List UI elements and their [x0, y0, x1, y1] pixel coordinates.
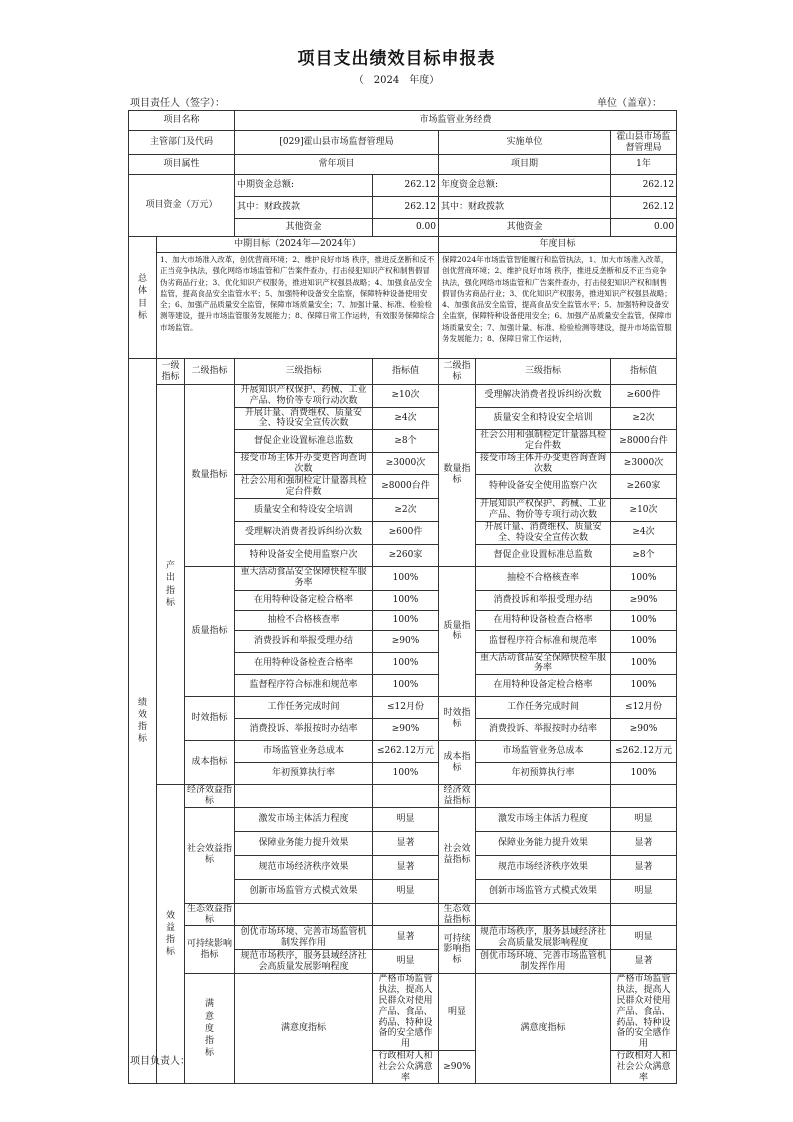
- mid-goal-text: 1、加大市场准入改革，创优营商环境；2、维护良好市场 秩序，推进反垄断和反不正当竞争执法，强化网络市场监管和广告案件查办，打击侵犯知识产权和制售假冒伪劣商品行业；3、优化知识产权服务，推进知识产权强县战略；4、加强食品安全监管，提高食品安全监管水平；5、加强特种设备安全监察，保障特种设备使用安全；6、加强产品质量安全监管，保障市场质量安全；7、加强计量、标准、检验检测等建设，提升市场监管服务发展能力；8、保障日常工作运转，有效服务保障综合市场监管。: [157, 253, 439, 359]
- value-quantity-right: ≥3000次: [611, 452, 677, 475]
- l3-empty-right: [476, 903, 611, 926]
- overall-goal-label: 总体目标: [129, 237, 157, 359]
- value-empty-right: [611, 785, 677, 808]
- indicator-row: [129, 697, 677, 719]
- form-title: 项目支出绩效目标申报表: [297, 49, 496, 69]
- l2-satisfaction-left: 满意度指标: [235, 974, 373, 1084]
- value-empty-left: [373, 785, 439, 808]
- l3-quality-left: 在用特种设备定检合格率: [235, 590, 373, 610]
- l2-quality-left: 质量指标: [185, 566, 235, 697]
- value-quality-right: 100%: [611, 675, 677, 697]
- l2-cost-right: 成本指标: [439, 741, 476, 785]
- l3-satisfaction-right: 行政相对人和社会公众满意率: [611, 1050, 677, 1083]
- value-cost-right: 100%: [611, 763, 677, 785]
- mid-other-value: 0.00: [373, 219, 439, 237]
- l3-quantity-right: 受理解决消费者投诉纠纷次数: [476, 385, 611, 408]
- value-quantity-left: ≥8个: [373, 430, 439, 453]
- mid-total-label: 中期资金总额:: [235, 175, 373, 197]
- l1-satisfaction-label: 满意度指标: [185, 974, 235, 1084]
- value-satisfaction-left: 明显: [439, 974, 476, 1051]
- project-name-label: 项目名称: [129, 111, 235, 131]
- l3-quality-left: 在用特种设备检查合格率: [235, 652, 373, 675]
- unit-seal-label: 单位（盖章）：: [597, 98, 662, 109]
- value-quality-right: 100%: [611, 652, 677, 675]
- l1-output-label: 产出指标: [157, 385, 185, 785]
- year-goal-text: 保障2024年市场监管智能履行和监管执法，1、加大市场准入改革，创优营商环境；2、维护良好市场 秩序，推进反垄断和反不正当竞争执法，强化网络市场监管和广告案件查办，打击侵犯知识产权和制售假冒伪劣商品行业；3、优化知识产权服务，推进知识产权强县战略；4、加强食品安全监管，提高食品安全监管水平；5、加强特种设备安全监察，保障特种设备使用安全；6、加强产品质量安全监管，保障市场质量安全；7、加强计量、标准、检验检测等建设，提升市场监管服务发展能力；8、保障日常工作运转，: [439, 253, 677, 359]
- value-quantity-right: ≥2次: [611, 407, 677, 430]
- l3-social-left: 创新市场监管方式模式效果: [235, 879, 373, 903]
- mid-total-value: 262.12: [373, 175, 439, 197]
- l3-quantity-left: 受理解决消费者投诉纠纷次数: [235, 521, 373, 544]
- value-quality-left: 100%: [373, 566, 439, 590]
- value-time-left: ≤12月份: [373, 697, 439, 719]
- value-social-left: 明显: [373, 879, 439, 903]
- l3-satisfaction-left: 行政相对人和社会公众满意率: [373, 1050, 439, 1083]
- l2-quantity-right: 数量指标: [439, 385, 476, 567]
- l3-satisfaction-right: 严格市场监管执法，提高人民群众对使用产品、食品、药品、特种设备的安全感作用: [611, 974, 677, 1051]
- mid-other-label: 其他资金: [235, 219, 373, 237]
- l3-quantity-left: 特种设备安全使用监察户次: [235, 544, 373, 566]
- l3-quantity-left: 接受市场主体开办变更咨询查询次数: [235, 452, 373, 475]
- l3-cost-left: 年初预算执行率: [235, 763, 373, 785]
- l2-time-right: 时效指标: [439, 697, 476, 741]
- value-satisfaction-left: ≥90%: [439, 1050, 476, 1083]
- l3-quantity-right: 开展计量、消费维权、质量安全、特设安全宣传次数: [476, 521, 611, 544]
- value-quantity-right: ≥600件: [611, 385, 677, 408]
- l3-time-left: 工作任务完成时间: [235, 697, 373, 719]
- value-social-left: 显著: [373, 831, 439, 855]
- value-cost-left: ≤262.12万元: [373, 741, 439, 763]
- l3-header: 三级指标: [235, 359, 373, 385]
- value-sustain-left: 明显: [373, 950, 439, 974]
- l3-empty-right: [476, 785, 611, 808]
- value-quantity-left: ≥600件: [373, 521, 439, 544]
- value-time-right: ≤12月份: [611, 697, 677, 719]
- l3-cost-left: 市场监管业务总成本: [235, 741, 373, 763]
- l3-quantity-right: 社会公用和强制检定计量器具检定台件数: [476, 430, 611, 453]
- mid-goal-header: 中期目标（2024年—2024年）: [157, 237, 439, 253]
- l2-header-right: 二级指标: [439, 359, 476, 385]
- l3-quality-left: 抽检不合格核查率: [235, 610, 373, 630]
- l3-sustain-right: 规范市场秩序，服务县域经济社会高质量发展影响程度: [476, 926, 611, 950]
- project-attr-label: 项目属性: [129, 155, 235, 175]
- l2-satisfaction-right: 满意度指标: [476, 974, 611, 1084]
- value-sustain-right: 显著: [611, 950, 677, 974]
- l2-quality-right: 质量指标: [439, 566, 476, 697]
- year-total-value: 262.12: [611, 175, 677, 197]
- value-quality-left: 100%: [373, 590, 439, 610]
- value-social-left: 显著: [373, 855, 439, 879]
- value-sustain-left: 显著: [373, 926, 439, 950]
- year-fiscal-label: 其中：财政拨款: [439, 197, 611, 219]
- l2-eco-right: 生态效益指标: [439, 903, 476, 926]
- project-attr-value: 常年项目: [235, 155, 439, 175]
- value-quality-right: 100%: [611, 630, 677, 652]
- indicator-row: [129, 566, 677, 590]
- value-quality-right: 100%: [611, 610, 677, 630]
- value-header-right: 指标值: [611, 359, 677, 385]
- l3-quality-left: 消费投诉和举报受理办结: [235, 630, 373, 652]
- project-funds-label: 项目资金（万元）: [129, 175, 235, 237]
- value-quality-right: 100%: [611, 566, 677, 590]
- fiscal-year-line: （ 2024 年度）: [353, 75, 440, 86]
- indicator-row: [129, 785, 677, 808]
- l3-quantity-left: 督促企业设置标准总监数: [235, 430, 373, 453]
- l3-social-right: 保障业务能力提升效果: [476, 831, 611, 855]
- l3-empty-left: [235, 903, 373, 926]
- l3-empty-left: [235, 785, 373, 808]
- l3-social-left: 激发市场主体活力程度: [235, 807, 373, 831]
- impl-unit-value: 霍山县市场监督管理局: [611, 131, 677, 155]
- l2-header: 二级指标: [185, 359, 235, 385]
- year-total-label: 年度资金总额:: [439, 175, 611, 197]
- dept-value: [029]霍山县市场监督管理局: [235, 131, 439, 155]
- l3-time-right: 消费投诉、举报按时办结率: [476, 719, 611, 741]
- l3-sustain-left: 规范市场秩序，服务县域经济社会高质量发展影响程度: [235, 950, 373, 974]
- l3-quality-left: 监督程序符合标准和规范率: [235, 675, 373, 697]
- l2-sustain-left: 可持续影响指标: [185, 926, 235, 974]
- l3-quality-right: 消费投诉和举报受理办结: [476, 590, 611, 610]
- l3-cost-right: 年初预算执行率: [476, 763, 611, 785]
- value-quantity-right: ≥8个: [611, 544, 677, 566]
- responsible-person-label: 项目责任人（签字）：: [130, 98, 225, 109]
- performance-indicators-label: 绩效指标: [129, 359, 157, 1084]
- indicator-row: [129, 741, 677, 763]
- l3-social-right: 激发市场主体活力程度: [476, 807, 611, 831]
- value-quantity-left: ≥3000次: [373, 452, 439, 475]
- value-cost-left: 100%: [373, 763, 439, 785]
- value-empty-right: [611, 903, 677, 926]
- value-sustain-right: 明显: [611, 926, 677, 950]
- mid-fiscal-value: 262.12: [373, 197, 439, 219]
- value-quality-left: 100%: [373, 652, 439, 675]
- indicator-row: [129, 974, 677, 1051]
- l3-quantity-left: 社会公用和强制检定计量器具检定台件数: [235, 475, 373, 499]
- l2-social-right: 社会效益指标: [439, 807, 476, 903]
- l3-social-left: 规范市场经济秩序效果: [235, 855, 373, 879]
- l3-sustain-left: 创优市场环境、完善市场监管机制发挥作用: [235, 926, 373, 950]
- l3-quality-left: 重大活动食品安全保障快检车服务率: [235, 566, 373, 590]
- l2-economic-left: 经济效益指标: [185, 785, 235, 808]
- l3-quality-right: 重大活动食品安全保障快检车服务率: [476, 652, 611, 675]
- value-quality-left: 100%: [373, 675, 439, 697]
- l3-quality-right: 在用特种设备定检合格率: [476, 675, 611, 697]
- l3-time-right: 工作任务完成时间: [476, 697, 611, 719]
- l3-quantity-left: 质量安全和特设安全培训: [235, 499, 373, 522]
- indicator-row: [129, 385, 677, 408]
- l3-social-right: 创新市场监管方式模式效果: [476, 879, 611, 903]
- project-period-value: 1年: [611, 155, 677, 175]
- dept-label: 主管部门及代码: [129, 131, 235, 155]
- l3-quantity-right: 接受市场主体开办变更咨询查询次数: [476, 452, 611, 475]
- value-quantity-right: ≥260家: [611, 475, 677, 499]
- value-social-left: 明显: [373, 807, 439, 831]
- value-empty-left: [373, 903, 439, 926]
- value-quality-left: 100%: [373, 610, 439, 630]
- l3-time-left: 消费投诉、举报按时办结率: [235, 719, 373, 741]
- value-quantity-left: ≥8000台件: [373, 475, 439, 499]
- year-goal-header: 年度目标: [439, 237, 677, 253]
- l3-quality-right: 监督程序符合标准和规范率: [476, 630, 611, 652]
- value-social-right: 明显: [611, 807, 677, 831]
- l3-header-right: 三级指标: [476, 359, 611, 385]
- l3-quantity-right: 特种设备安全使用监察户次: [476, 475, 611, 499]
- l1-benefit-label: 效益指标: [157, 785, 185, 1084]
- performance-target-table: [128, 110, 677, 1084]
- l3-quality-right: 在用特种设备检查合格率: [476, 610, 611, 630]
- l1-header: 一级指标: [157, 359, 185, 385]
- value-cost-right: ≤262.12万元: [611, 741, 677, 763]
- value-quantity-left: ≥10次: [373, 385, 439, 408]
- value-quantity-left: ≥4次: [373, 407, 439, 430]
- l3-quantity-right: 督促企业设置标准总监数: [476, 544, 611, 566]
- l2-eco-left: 生态效益指标: [185, 903, 235, 926]
- value-quantity-right: ≥8000台件: [611, 430, 677, 453]
- l3-quantity-left: 开展知识产权保护、药械、工业产品、物价等专项行动次数: [235, 385, 373, 408]
- l2-social-left: 社会效益指标: [185, 807, 235, 903]
- indicator-row: [129, 807, 677, 831]
- l3-quantity-right: 开展知识产权保护、药械、工业产品、物价等专项行动次数: [476, 499, 611, 522]
- value-quality-right: ≥90%: [611, 590, 677, 610]
- l3-quality-right: 抽检不合格核查率: [476, 566, 611, 590]
- project-period-label: 项目期: [439, 155, 611, 175]
- l3-social-left: 保障业务能力提升效果: [235, 831, 373, 855]
- value-quantity-left: ≥260家: [373, 544, 439, 566]
- value-header: 指标值: [373, 359, 439, 385]
- indicator-row: [129, 903, 677, 926]
- mid-fiscal-label: 其中：财政拨款: [235, 197, 373, 219]
- l3-quantity-right: 质量安全和特设安全培训: [476, 407, 611, 430]
- project-name-value: 市场监管业务经费: [235, 111, 677, 131]
- year-fiscal-value: 262.12: [611, 197, 677, 219]
- value-social-right: 显著: [611, 855, 677, 879]
- value-social-right: 明显: [611, 879, 677, 903]
- l2-time-left: 时效指标: [185, 697, 235, 741]
- indicator-row: [129, 926, 677, 950]
- l3-satisfaction-left: 严格市场监管执法，提高人民群众对使用产品、食品、药品、特种设备的安全感作用: [373, 974, 439, 1051]
- value-quantity-left: ≥2次: [373, 499, 439, 522]
- value-time-left: ≥90%: [373, 719, 439, 741]
- year-other-label: 其他资金: [439, 219, 611, 237]
- l2-sustain-right: 可持续影响指标: [439, 926, 476, 974]
- value-quality-left: ≥90%: [373, 630, 439, 652]
- project-leader-label: 项目负责人：: [130, 1056, 190, 1067]
- l3-sustain-right: 创优市场环境、完善市场监管机制发挥作用: [476, 950, 611, 974]
- l2-economic-right: 经济效益指标: [439, 785, 476, 808]
- l3-social-right: 规范市场经济秩序效果: [476, 855, 611, 879]
- value-social-right: 显著: [611, 831, 677, 855]
- l3-cost-right: 市场监管业务总成本: [476, 741, 611, 763]
- value-quantity-right: ≥4次: [611, 521, 677, 544]
- year-other-value: 0.00: [611, 219, 677, 237]
- l2-quantity-left: 数量指标: [185, 385, 235, 567]
- l2-cost-left: 成本指标: [185, 741, 235, 785]
- impl-unit-label: 实施单位: [439, 131, 611, 155]
- value-time-right: ≥90%: [611, 719, 677, 741]
- l3-quantity-left: 开展计量、消费维权、质量安全、特设安全宣传次数: [235, 407, 373, 430]
- value-quantity-right: ≥10次: [611, 499, 677, 522]
